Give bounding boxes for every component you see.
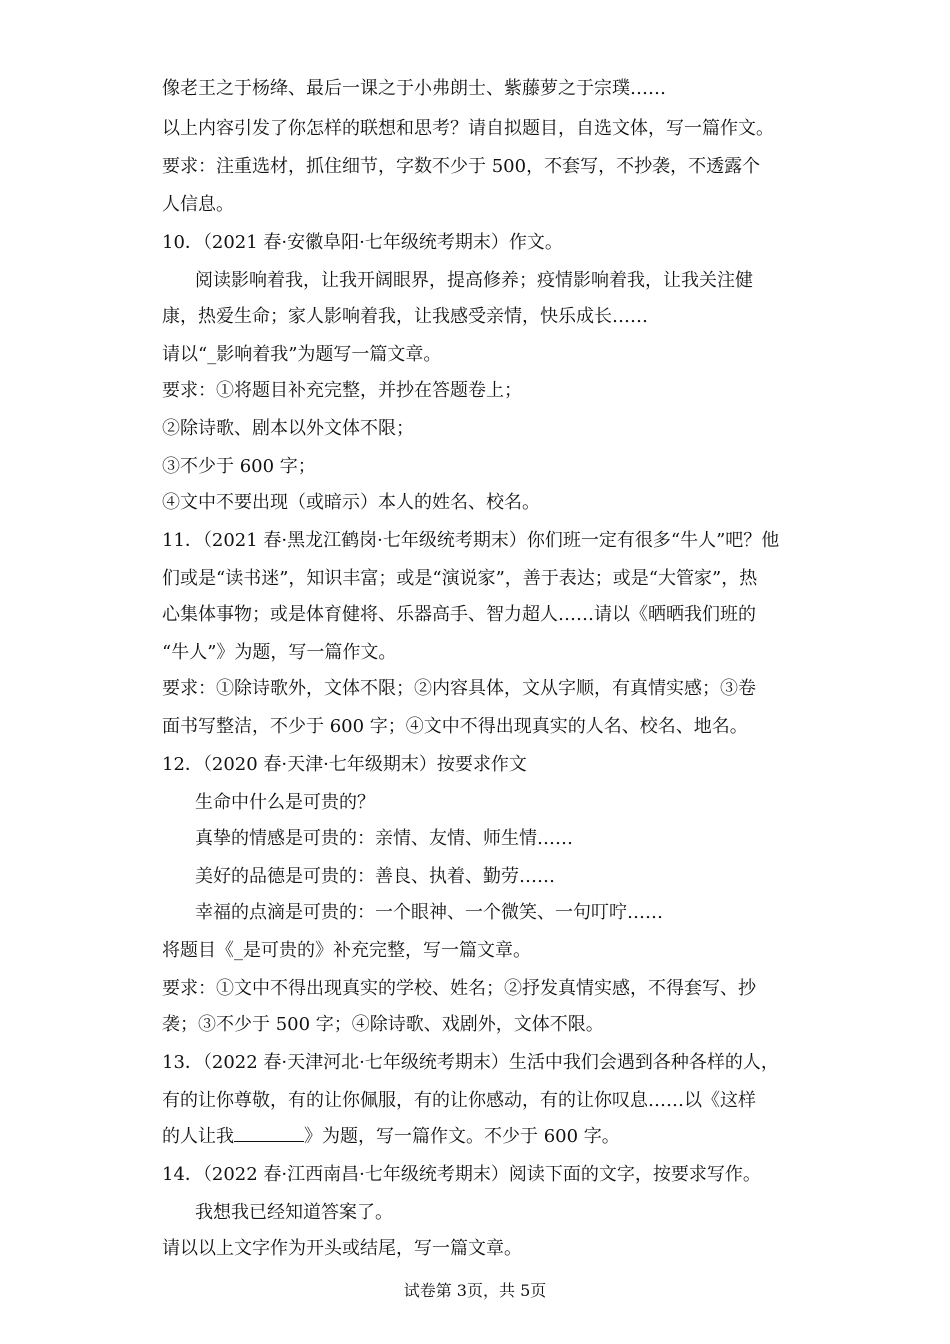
question-12-prompt: 真挚的情感是可贵的：亲情、友情、师生情…… — [195, 828, 573, 849]
question-10-requirement: ④文中不要出现（或暗示）本人的姓名、校名。 — [162, 492, 540, 513]
question-14-prompt: 我想我已经知道答案了。 — [195, 1202, 393, 1223]
question-10-prompt: 阅读影响着我，让我开阔眼界，提高修养；疫情影响着我，让我关注健 — [195, 270, 753, 291]
question-14-instruction: 请以以上文字作为开头或结尾，写一篇文章。 — [162, 1238, 522, 1259]
question-10-prompt: 康，热爱生命；家人影响着我，让我感受亲情，快乐成长…… — [162, 306, 648, 327]
fill-in-blank — [234, 1125, 304, 1142]
question-10-requirement: ③不少于 600 字； — [162, 456, 316, 477]
page-footer: 试卷第 3页，共 5页 — [403, 1281, 547, 1300]
question-12-title: 12．（2020 春·天津·七年级期末）按要求作文 — [162, 754, 527, 775]
text-line: 人信息。 — [162, 194, 234, 215]
question-12-prompt: 美好的品德是可贵的：善良、执着、勤劳…… — [195, 866, 555, 887]
question-12-instruction: 将题目《_是可贵的》补充完整，写一篇文章。 — [162, 940, 531, 961]
question-11-text: 们或是“读书迷”，知识丰富；或是“演说家”，善于表达；或是“大管家”，热 — [162, 568, 758, 589]
question-12-requirement: 袭；③不少于 500 字；④除诗歌、戏剧外，文体不限。 — [162, 1014, 604, 1035]
question-13-text-after-blank: 》为题，写一篇作文。不少于 600 字。 — [304, 1126, 620, 1147]
question-10-requirement: ②除诗歌、剧本以外文体不限； — [162, 418, 414, 439]
question-13-title: 13．（2022 春·天津河北·七年级统考期末）生活中我们会遇到各种各样的人， — [162, 1052, 779, 1073]
question-11-text: 心集体事物；或是体育健将、乐器高手、智力超人……请以《晒晒我们班的 — [162, 604, 756, 625]
text-line: 以上内容引发了你怎样的联想和思考？请自拟题目，自选文体，写一篇作文。 — [162, 118, 774, 139]
question-11-requirement: 面书写整洁，不少于 600 字；④文中不得出现真实的人名、校名、地名。 — [162, 716, 748, 737]
question-14-title: 14．（2022 春·江西南昌·七年级统考期末）阅读下面的文字，按要求写作。 — [162, 1164, 761, 1185]
question-11-text: “牛人”》为题，写一篇作文。 — [162, 642, 397, 663]
question-11-title: 11．（2021 春·黑龙江鹤岗·七年级统考期末）你们班一定有很多“牛人”吧？他 — [162, 530, 780, 551]
question-13-text — [162, 1125, 802, 1149]
text-line: 要求：注重选材，抓住细节，字数不少于 500，不套写，不抄袭，不透露个 — [162, 156, 761, 177]
question-12-prompt: 幸福的点滴是可贵的：一个眼神、一个微笑、一句叮咛…… — [195, 902, 663, 923]
question-13-text: 有的让你尊敬，有的让你佩服，有的让你感动，有的让你叹息……以《这样 — [162, 1090, 756, 1111]
question-10-requirement: 要求：①将题目补充完整，并抄在答题卷上； — [162, 380, 522, 401]
question-10-title: 10．（2021 春·安徽阜阳·七年级统考期末）作文。 — [162, 232, 563, 253]
text-line: 像老王之于杨绛、最后一课之于小弗朗士、紫藤萝之于宗璞…… — [162, 78, 666, 99]
question-10-instruction: 请以“_影响着我”为题写一篇文章。 — [162, 344, 442, 365]
question-11-requirement: 要求：①除诗歌外，文体不限；②内容具体，文从字顺，有真情实感；③卷 — [162, 678, 756, 699]
question-12-requirement: 要求：①文中不得出现真实的学校、姓名；②抒发真情实感，不得套写、抄 — [162, 978, 756, 999]
question-13-text-before-blank: 的人让我 — [162, 1126, 234, 1147]
question-12-prompt: 生命中什么是可贵的？ — [195, 792, 375, 813]
